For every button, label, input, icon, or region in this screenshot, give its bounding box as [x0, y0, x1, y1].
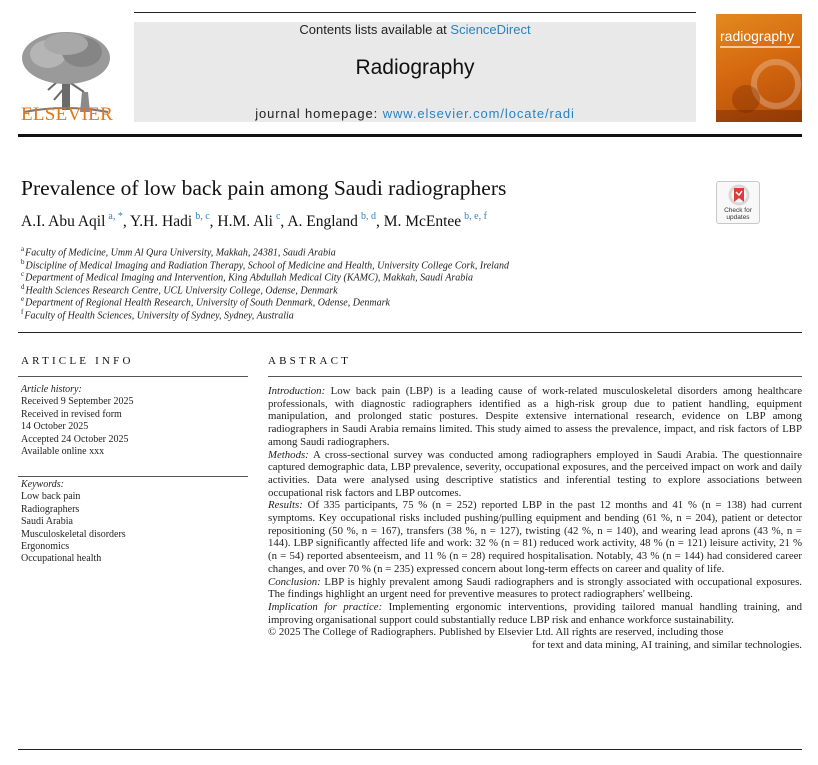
abstract-section — [268, 385, 802, 449]
check-label-line2: updates — [726, 214, 750, 221]
bookmark-check-icon — [717, 182, 761, 208]
keyword-item: Musculoskeletal disorders — [21, 528, 126, 540]
article-info-rule — [18, 376, 248, 377]
copyright-line: for text and data mining, AI training, and similar technologies. — [532, 639, 802, 652]
copyright-line: © 2025 The College of Radiographers. Published by Elsevier Ltd. All rights are reserved, including those — [268, 626, 724, 639]
history-entry: 14 October 2025 — [21, 421, 89, 433]
abstract-section-text: Of 335 participants, 75 % (n = 252) reported LBP in the past 12 months and 41 % (n = 138) had current symptoms. Key occupational risks included pushing/pulling equipment and bending (61 %, n = 204), patient or detector repositioning (50 %, n = 167), transfers (38 %, n = 127), twisting (42 %, n = 140), and wearing lead aprons (43 %, n = 144). LBP significantly affected life and work: 32 % (n = 81) reduced work activity, 48 % (n = 121) leisure activity, 21 % (n = 54) reported absenteeism, and 11 % (n = 28) required hospitalisation. Notably, 43 % (n = 144) had considered career changes, and over 70 % (n = 235) expressed concern about long-term effects on career and quality of life. — [268, 499, 803, 575]
journal-name: Radiography — [355, 56, 475, 79]
affiliation-text: Discipline of Medical Imaging and Radiation Therapy, School of Medicine and Health, University College Cork, Ireland — [25, 259, 509, 271]
affiliations-rule — [18, 332, 802, 333]
article-history — [21, 384, 247, 458]
author-name[interactable]: A.I. Abu Aqil — [21, 213, 106, 231]
abstract-section-text: Low back pain (LBP) is a leading cause of work-related musculoskeletal disorders among healthcare professionals, with diagnostic radiographers identified as a high-risk group due to patient handling, equipment manipulation, and prolonged static postures. Despite extensive international research, evidence on LBP among radiographers in Saudi Arabia remains limited. This study aimed to assess the prevalence, impact, and risk factors of LBP among Saudi radiographers. — [268, 385, 802, 448]
affiliation-item — [21, 256, 509, 269]
abstract-section-label: Results: — [268, 499, 303, 512]
affiliation-key: f — [21, 307, 24, 316]
header-bottom-rule — [18, 134, 802, 137]
keywords-label: Keywords: — [21, 479, 64, 490]
author-affiliation-marker[interactable]: b, d — [360, 211, 376, 222]
affiliation-item — [21, 268, 509, 284]
history-entry: Received 9 September 2025 — [21, 396, 134, 408]
abstract-section — [268, 576, 802, 601]
keyword-item: Ergonomics — [21, 540, 70, 552]
keywords-rule — [18, 476, 248, 477]
affiliation-item — [21, 243, 509, 259]
check-label-line1: Check for — [724, 207, 752, 214]
abstract-section — [268, 449, 802, 500]
author-affiliation-marker[interactable]: a, * — [108, 211, 123, 222]
affiliation-list — [21, 243, 509, 322]
homepage-prefix: journal homepage: — [255, 106, 383, 121]
affiliation-key: c — [21, 270, 25, 279]
author-affiliation-marker[interactable]: b, c — [195, 211, 210, 222]
affiliation-item — [21, 306, 509, 322]
keyword-item: Low back pain — [21, 491, 81, 503]
abstract-body — [268, 385, 802, 652]
article-info-heading: ARTICLE INFO — [21, 355, 134, 367]
journal-cover[interactable] — [716, 14, 802, 122]
affiliation-key: a — [21, 245, 25, 253]
sciencedirect-link[interactable]: ScienceDirect — [450, 22, 531, 37]
abstract-section-label: Introduction: — [268, 385, 326, 397]
abstract-section — [268, 601, 802, 626]
history-entry: Received in revised form — [21, 408, 122, 420]
author-name[interactable]: A. England — [287, 213, 358, 231]
author-affiliation-marker[interactable]: c — [275, 211, 281, 222]
author-name[interactable]: H.M. Ali — [217, 213, 273, 231]
contents-line — [134, 22, 696, 37]
article-history-label: Article history: — [21, 384, 82, 395]
author-affiliation-marker[interactable]: b, e, f — [464, 211, 487, 222]
elsevier-logo-text: ELSEVIER — [20, 104, 114, 125]
contents-prefix: Contents lists available at — [299, 22, 451, 37]
keywords — [21, 479, 247, 566]
affiliation-text: Faculty of Medicine, Umm Al Qura University, Makkah, 24381, Saudi Arabia — [25, 247, 336, 259]
affiliation-text: Department of Medical Imaging and Intervention, King Abdullah Medical City (KAMC), Makkah, Saudi Arabia — [25, 272, 474, 284]
check-for-updates-button[interactable] — [716, 181, 760, 224]
keyword-item: Radiographers — [21, 503, 80, 515]
abstract-section-text: A cross-sectional survey was conducted among radiographers employed in Saudi Arabia. The questionnaire captured demographic data, LBP prevalence, severity, occupational exposures, and the perceived impact on work and daily activities. Data were analysed using descriptive statistics and inferential testing to explore associations between occupational risk factors and LBP outcomes. — [268, 448, 802, 499]
author-separator: , — [280, 213, 288, 231]
affiliation-key: e — [21, 295, 25, 304]
journal-homepage — [134, 106, 696, 121]
header-top-rule — [134, 12, 696, 13]
cover-divider — [720, 46, 800, 48]
affiliation-text: Faculty of Health Sciences, University of Sydney, Sydney, Australia — [24, 310, 294, 322]
author-separator: , — [209, 213, 218, 231]
abstract-section-text: Implementing ergonomic interventions, providing tailored manual handling training, and improving organisational support could substantially reduce LBP risk and enhance workforce sustainability. — [268, 600, 803, 626]
abstract-heading: ABSTRACT — [268, 355, 352, 367]
abstract-section-label: Implication for practice: — [268, 600, 383, 613]
affiliation-item — [21, 293, 509, 309]
history-entry: Accepted 24 October 2025 — [21, 433, 129, 445]
keyword-item: Saudi Arabia — [21, 516, 73, 528]
keyword-item: Occupational health — [21, 553, 102, 565]
affiliation-text: Department of Regional Health Research, University of South Denmark, Odense, Denmark — [25, 297, 390, 309]
author-separator: , — [122, 213, 131, 231]
abstract-section-label: Conclusion: — [268, 575, 321, 588]
author-name[interactable]: M. McEntee — [383, 213, 462, 231]
abstract-section — [268, 499, 802, 575]
article-title: Prevalence of low back pain among Saudi radiographers — [21, 176, 507, 200]
author-list — [21, 212, 487, 231]
cover-title: radiography — [720, 28, 794, 44]
abstract-section-label: Methods: — [268, 448, 309, 461]
author-name[interactable]: Y.H. Hadi — [130, 213, 193, 231]
journal-header — [134, 22, 696, 122]
affiliation-key: b — [21, 257, 25, 266]
page-bottom-rule — [18, 749, 802, 750]
author-separator: , — [375, 213, 384, 231]
abstract-section-text: LBP is highly prevalent among Saudi radiographers and is strongly associated with occupational exposures. The findings highlight an urgent need for preventive measures to protect radiographers' wellbeing. — [268, 575, 802, 601]
homepage-url-link[interactable]: www.elsevier.com/locate/radi — [382, 106, 575, 121]
history-entry: Available online xxx — [21, 445, 105, 457]
check-for-updates-label — [717, 207, 759, 221]
affiliation-text: Health Sciences Research Centre, UCL University College, Odense, Denmark — [25, 285, 338, 297]
affiliation-key: d — [21, 282, 25, 291]
abstract-rule — [268, 376, 802, 377]
